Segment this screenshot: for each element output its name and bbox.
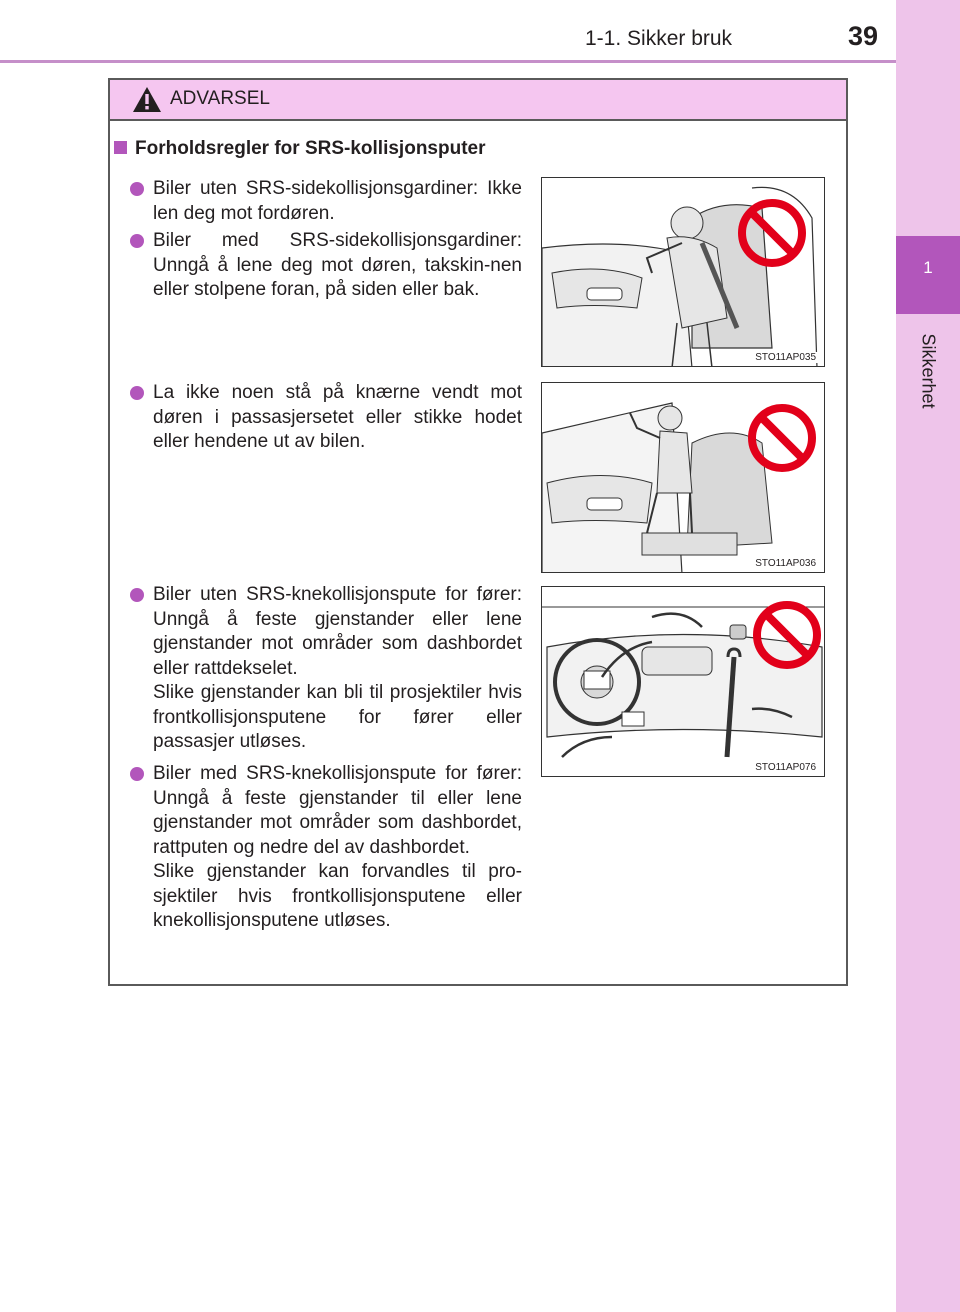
bullet-item (130, 381, 522, 455)
bullet-item (130, 583, 522, 755)
bullet-text: Biler uten SRS-knekollisjonspute for fører: Unngå å feste gjenstander eller lene gjenstander mot områder som dashbordet eller rattdekselet. Slike gjenstander kan bli til prosjektiler hvis frontkollisjonsputene for fører eller passasjer utløses. (153, 584, 522, 752)
chapter-number: 1 (923, 258, 933, 277)
section-heading-text: Forholdsregler for SRS-kollisjonsputer (135, 138, 486, 159)
illustration-child-kneeling (542, 383, 825, 573)
warning-triangle-icon (132, 86, 162, 118)
figure-kneeling (541, 382, 825, 573)
illustration-person-leaning (542, 178, 825, 367)
figure-dashboard (541, 586, 825, 777)
illustration-dashboard-objects (542, 587, 825, 777)
bullet-text: Biler med SRS-knekollisjonspute for fører: Unngå å feste gjenstander til eller lene gjenstander mot områder som dashbordet, rattputen og nedre del av dashbordet. Slike gjenstander kan forvandles til pro-sjektiler hvis frontkollisjonsputene eller knekollisjonsputene utløses. (153, 763, 522, 931)
bullet-dot-icon (130, 588, 144, 602)
warning-label: ADVARSEL (170, 88, 270, 109)
bullet-dot-icon (130, 386, 144, 400)
header-section-title: 1-1. Sikker bruk (585, 27, 733, 50)
bullet-text: Biler uten SRS-sidekollisjonsgardiner: Ikke len deg mot fordøren. (153, 178, 522, 224)
chapter-label: Sikkerhet (918, 333, 939, 409)
side-strip (896, 0, 960, 1312)
figure-lean-on-door (541, 177, 825, 367)
square-bullet-icon (114, 141, 127, 154)
header-rule (0, 60, 896, 63)
bullet-text: Biler med SRS-sidekollisjonsgardiner: Unngå å lene deg mot døren, takskin-nen eller stolpene foran, på siden eller bak. (153, 230, 522, 300)
bullet-item (130, 177, 522, 226)
bullet-dot-icon (130, 767, 144, 781)
bullet-item (130, 229, 522, 303)
bullet-item (130, 762, 522, 934)
warning-header (110, 80, 846, 121)
bullet-dot-icon (130, 234, 144, 248)
bullet-dot-icon (130, 182, 144, 196)
figure-code: STO11AP035 (755, 352, 816, 363)
bullet-text: La ikke noen stå på knærne vendt mot døren i passasjersetet eller stikke hodet eller hendene ut av bilen. (153, 382, 522, 452)
page-number: 39 (848, 21, 879, 51)
section-heading (114, 138, 486, 160)
figure-code: STO11AP076 (755, 762, 816, 773)
figure-code: STO11AP036 (755, 558, 816, 569)
